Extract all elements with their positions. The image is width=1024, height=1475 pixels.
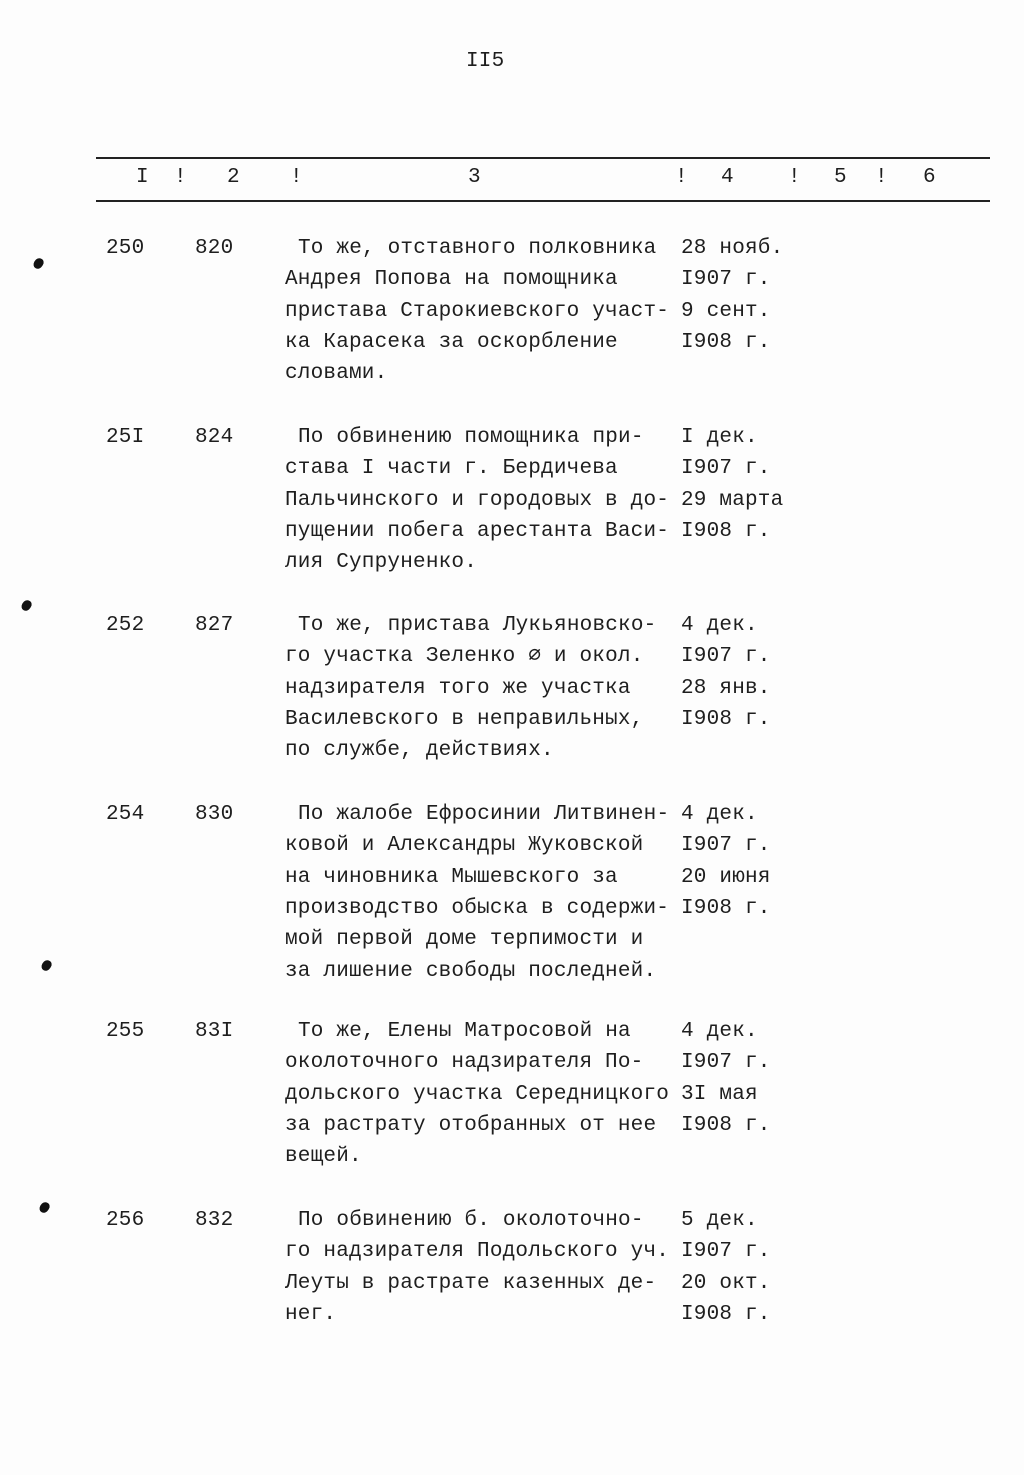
description-line: мой первой доме терпимости и — [285, 928, 644, 952]
date-line: I908 г. — [681, 1113, 771, 1137]
description-line: нег. — [285, 1302, 337, 1326]
description-line: вещей. — [285, 1145, 362, 1169]
entry-number: 252 — [106, 614, 145, 637]
entry-number: 255 — [106, 1020, 145, 1043]
description-line: ка Карасека за оскорбление — [285, 330, 618, 354]
date-line: 29 марта — [681, 488, 784, 512]
header-sep: ! — [788, 166, 801, 189]
description-line: производство обыска в содержи- — [285, 896, 670, 920]
date-line: 4 дек. — [681, 614, 758, 637]
date-line: I908 г. — [681, 330, 771, 354]
description-line: Леуты в растрате казенных де- — [285, 1271, 657, 1295]
description-line: То же, пристава Лукьяновско- — [298, 614, 657, 637]
date-line: 3I мая — [681, 1082, 758, 1106]
description-line: го участка Зеленко ∅ и окол. — [285, 645, 644, 669]
description-line: пущении побега арестанта Васи- — [285, 519, 670, 543]
description-line: По обвинению б. околоточно- — [298, 1209, 644, 1232]
date-line: I908 г. — [681, 707, 771, 731]
description-line: пристава Старокиевского участ- — [285, 299, 670, 323]
description-line: лия Супруненко. — [285, 551, 478, 575]
description-line: По жалобе Ефросинии Литвинен- — [298, 803, 670, 826]
binder-hole-mark — [40, 958, 53, 972]
date-line: I907 г. — [681, 834, 771, 858]
date-line: I908 г. — [681, 519, 771, 543]
date-line: 28 янв. — [681, 676, 771, 700]
description-line: го надзирателя Подольского уч. — [285, 1240, 670, 1264]
binder-hole-mark — [20, 598, 33, 612]
case-number: 830 — [195, 803, 234, 826]
entry-number: 25I — [106, 426, 145, 449]
date-line: 20 июня — [681, 865, 771, 889]
description-line: словами. — [285, 362, 388, 386]
description-line: Пальчинского и городовых в до- — [285, 488, 670, 512]
date-line: I907 г. — [681, 268, 771, 292]
entry-number: 254 — [106, 803, 145, 826]
description-line: дольского участка Середницкого — [285, 1082, 670, 1106]
header-col-5: 5 — [834, 166, 847, 189]
entry-number: 256 — [106, 1209, 145, 1232]
date-line: I908 г. — [681, 896, 771, 920]
table-top-rule — [96, 157, 990, 159]
date-line: 28 нояб. — [681, 237, 784, 260]
date-line: I дек. — [681, 426, 758, 449]
date-line: I907 г. — [681, 1051, 771, 1075]
entry-number: 250 — [106, 237, 145, 260]
date-line: 20 окт. — [681, 1271, 771, 1295]
description-line: по службе, действиях. — [285, 739, 554, 763]
header-col-6: 6 — [923, 166, 936, 189]
case-number: 820 — [195, 237, 234, 260]
description-line: на чиновника Мышевского за — [285, 865, 618, 889]
date-line: I907 г. — [681, 457, 771, 481]
header-sep: ! — [675, 166, 688, 189]
binder-hole-mark — [38, 1200, 51, 1214]
date-line: I908 г. — [681, 1302, 771, 1326]
date-line: 9 сент. — [681, 299, 771, 323]
case-number: 83I — [195, 1020, 234, 1043]
description-line: То же, отставного полковника — [298, 237, 657, 260]
description-line: става I части г. Бердичева — [285, 457, 618, 481]
description-line: околоточного надзирателя По- — [285, 1051, 644, 1075]
header-col-3: 3 — [468, 166, 481, 189]
description-line: То же, Елены Матросовой на — [298, 1020, 631, 1043]
description-line: Василевского в неправильных, — [285, 707, 644, 731]
header-col-2: 2 — [227, 166, 240, 189]
description-line: надзирателя того же участка — [285, 676, 631, 700]
header-sep: ! — [290, 166, 303, 189]
date-line: I907 г. — [681, 1240, 771, 1264]
case-number: 827 — [195, 614, 234, 637]
header-sep: ! — [174, 166, 187, 189]
description-line: за растрату отобранных от нее — [285, 1113, 657, 1137]
header-col-1: I — [136, 166, 149, 189]
date-line: 4 дек. — [681, 1020, 758, 1043]
header-sep: ! — [875, 166, 888, 189]
description-line: По обвинению помощника при- — [298, 426, 644, 449]
table-header-rule — [96, 200, 990, 202]
date-line: 4 дек. — [681, 803, 758, 826]
description-line: ковой и Александры Жуковской — [285, 834, 644, 858]
description-line: за лишение свободы последней. — [285, 959, 657, 983]
header-col-4: 4 — [721, 166, 734, 189]
page-number: II5 — [466, 50, 505, 73]
binder-hole-mark — [32, 256, 45, 270]
case-number: 824 — [195, 426, 234, 449]
description-line: Андрея Попова на помощника — [285, 268, 618, 292]
date-line: I907 г. — [681, 645, 771, 669]
case-number: 832 — [195, 1209, 234, 1232]
date-line: 5 дек. — [681, 1209, 758, 1232]
